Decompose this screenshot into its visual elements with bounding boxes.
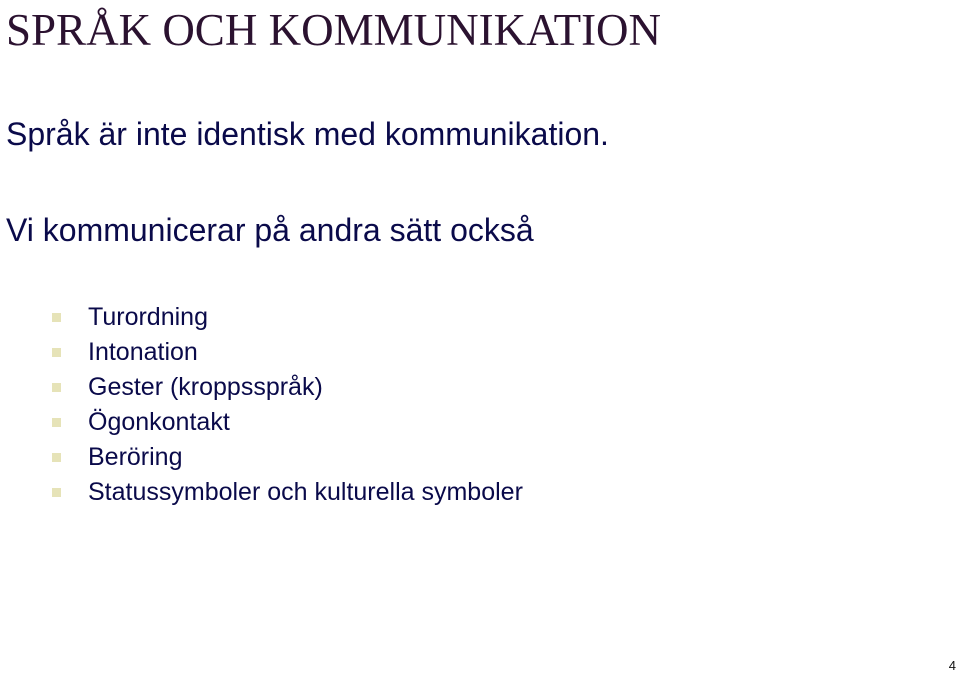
bullet-item <box>52 370 523 405</box>
bullet-item <box>52 335 523 370</box>
page-number: 4 <box>948 658 956 673</box>
bullet-item <box>52 475 523 510</box>
slide-title: SPRÅK OCH KOMMUNIKATION <box>6 5 662 55</box>
statement-text: Språk är inte identisk med kommunikation. <box>6 116 609 152</box>
bullet-label: Ögonkontakt <box>88 408 230 436</box>
bullet-label: Intonation <box>88 338 198 366</box>
subheading-text: Vi kommunicerar på andra sätt också <box>6 212 534 248</box>
bullet-label: Statussymboler och kulturella symboler <box>88 478 523 506</box>
square-bullet-icon <box>52 383 61 392</box>
square-bullet-icon <box>52 348 61 357</box>
bullet-label: Turordning <box>88 303 208 331</box>
bullet-label: Beröring <box>88 443 183 471</box>
bullet-item <box>52 405 523 440</box>
bullet-item <box>52 300 523 335</box>
bullet-list <box>52 300 523 510</box>
bullet-item <box>52 440 523 475</box>
square-bullet-icon <box>52 488 61 497</box>
square-bullet-icon <box>52 418 61 427</box>
square-bullet-icon <box>52 453 61 462</box>
square-bullet-icon <box>52 313 61 322</box>
bullet-label: Gester (kroppsspråk) <box>88 373 323 401</box>
